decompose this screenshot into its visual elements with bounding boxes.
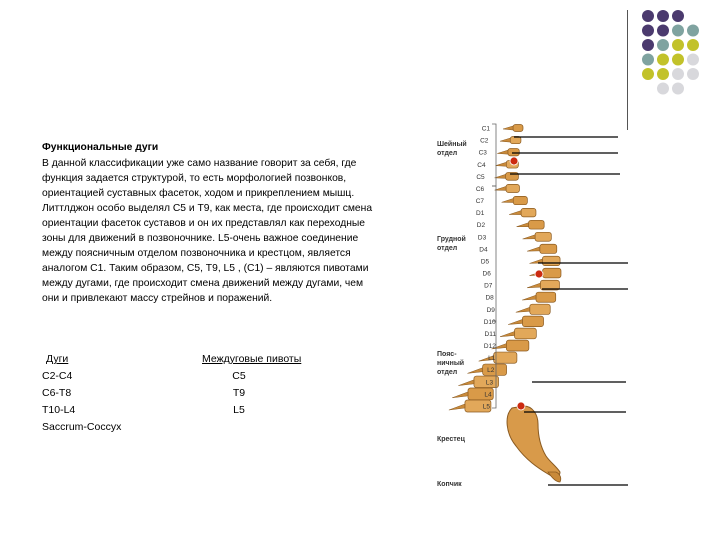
vertebra-body: [522, 316, 543, 326]
vertebra-body: [529, 220, 545, 229]
vertebra-body: [521, 208, 536, 217]
vertebra-process: [449, 404, 465, 410]
vertebra-label: L2: [487, 367, 495, 375]
vertebra-label: D5: [480, 258, 490, 266]
vertebra-body: [540, 244, 557, 253]
vertebra-body: [530, 304, 550, 314]
arcs-column-header: Дуги: [46, 353, 69, 365]
vertebra-process: [527, 247, 540, 251]
arc-cell: Т10-L4: [42, 404, 76, 416]
vertebra-body: [506, 184, 519, 192]
vertebra-body: [542, 256, 560, 265]
pivot-marker-c5: [510, 157, 518, 165]
vertebra-process: [503, 126, 513, 130]
vertebra-process: [509, 211, 521, 215]
decorative-vertical-line: [627, 10, 628, 130]
vertebra-process: [516, 307, 530, 312]
vertebra-label: C5: [476, 173, 485, 181]
vertebra-label: D12: [483, 343, 496, 351]
decorative-dot: [642, 54, 654, 66]
decorative-dot: [657, 10, 669, 22]
spine-illustration: [420, 116, 635, 498]
vertebra-label: L4: [484, 391, 492, 399]
region-label: Грудной отдел: [437, 236, 466, 252]
pivot-marker-t9: [535, 270, 543, 278]
region-label: Пояс-ничный отдел: [437, 351, 465, 376]
arc-cell: С6-Т8: [42, 387, 72, 399]
vertebra-label: C6: [475, 185, 485, 193]
region-label: Шейный отдел: [437, 141, 467, 157]
vertebra-label: C2: [480, 137, 489, 145]
vertebra-process: [527, 283, 540, 288]
vertebra-body: [543, 268, 561, 278]
vertebra-label: D1: [476, 210, 485, 218]
vertebra-label: D9: [486, 306, 495, 314]
vertebra-label: L1: [488, 355, 496, 363]
text-block: [42, 140, 382, 306]
decorative-dot: [687, 54, 699, 66]
arc-cell: Saccrum-Coccyx: [42, 421, 122, 433]
pivots-column-header: Междуговые пивоты: [202, 353, 302, 365]
decorative-dot: [657, 54, 669, 66]
decorative-dot: [672, 39, 684, 51]
decorative-dot: [642, 39, 654, 51]
decorative-dot: [672, 10, 684, 22]
vertebra-body: [536, 292, 556, 302]
pivot-cell: Т9: [232, 387, 246, 399]
section-title: Функциональные дуги: [42, 142, 159, 153]
vertebra-label: D4: [479, 246, 488, 254]
vertebra-label: D7: [484, 282, 493, 290]
decorative-dot: [672, 25, 684, 37]
description-paragraph: В данной классификации уже само название говорит за себя, где функция задается структурой, то есть морфологией позвонков, ориентацией суставных фасеток, ходом и прикреплением мышц. Литтлджон особо выделял С5 и Т9, как места, где происходит смена ориентации фасеток суставов и он их представлял как переходные зоны для движений в позвоночнике. L5-очень важное соединение между поясничным отделом позвоночника и крестцом, является аналогом С1. Таким образом, С5, Т9, L5 , (C1) – являются пивотами между дугами, где происходит смена движений между дугами, чем они и привлекают массу стрейнов и поражений.: [42, 158, 373, 304]
vertebra-label: D11: [484, 330, 496, 338]
vertebra-process: [522, 295, 536, 300]
vertebra-body: [514, 328, 536, 339]
decorative-dot: [657, 83, 669, 95]
arc-cell: С2-С4: [42, 370, 73, 382]
decorative-dot: [642, 10, 654, 22]
vertebra-body: [506, 340, 529, 351]
pivot-cell: L5: [233, 404, 245, 416]
region-label: Крестец: [437, 436, 465, 443]
vertebra-label: C7: [475, 198, 485, 206]
vertebra-process: [458, 380, 473, 386]
vertebra-process: [502, 199, 514, 203]
vertebra-process: [500, 138, 510, 142]
decorative-dot: [672, 68, 684, 80]
vertebra-label: D8: [485, 294, 494, 302]
vertebra-process: [497, 150, 508, 154]
vertebra-label: L5: [482, 403, 490, 411]
vertebra-label: L3: [485, 379, 494, 387]
vertebra-process: [495, 162, 506, 166]
decorative-dot: [687, 68, 699, 80]
vertebra-label: D6: [482, 270, 491, 278]
vertebra-process: [508, 319, 522, 324]
vertebra-body: [494, 352, 517, 363]
vertebra-label: D10: [483, 318, 496, 326]
vertebra-process: [467, 368, 482, 374]
decorative-dot: [687, 25, 699, 37]
pivot-marker-l5: [517, 402, 525, 410]
sacrum-shape: [507, 406, 560, 477]
pivot-cell: С5: [232, 370, 246, 382]
vertebra-body: [535, 232, 551, 241]
decorative-dot: [657, 68, 669, 80]
vertebra-label: C3: [478, 149, 487, 157]
vertebra-body: [513, 125, 523, 132]
decorative-dot: [657, 25, 669, 37]
decorative-dot: [642, 25, 654, 37]
vertebra-label: D2: [476, 222, 486, 230]
vertebra-body: [513, 196, 527, 204]
vertebra-label: C4: [477, 161, 486, 169]
decorative-dot: [672, 54, 684, 66]
vertebra-process: [452, 392, 468, 398]
vertebra-process: [523, 235, 535, 239]
region-label: Копчик: [437, 481, 462, 488]
vertebra-process: [517, 223, 529, 227]
vertebra-body: [508, 148, 519, 155]
decorative-dot: [642, 68, 654, 80]
decorative-dot: [657, 39, 669, 51]
region-bracket: [492, 124, 496, 186]
vertebra-process: [500, 331, 514, 336]
decorative-dot: [687, 39, 699, 51]
vertebra-label: C1: [481, 125, 490, 133]
vertebra-label: D3: [477, 234, 487, 242]
decorative-dot: [672, 83, 684, 95]
